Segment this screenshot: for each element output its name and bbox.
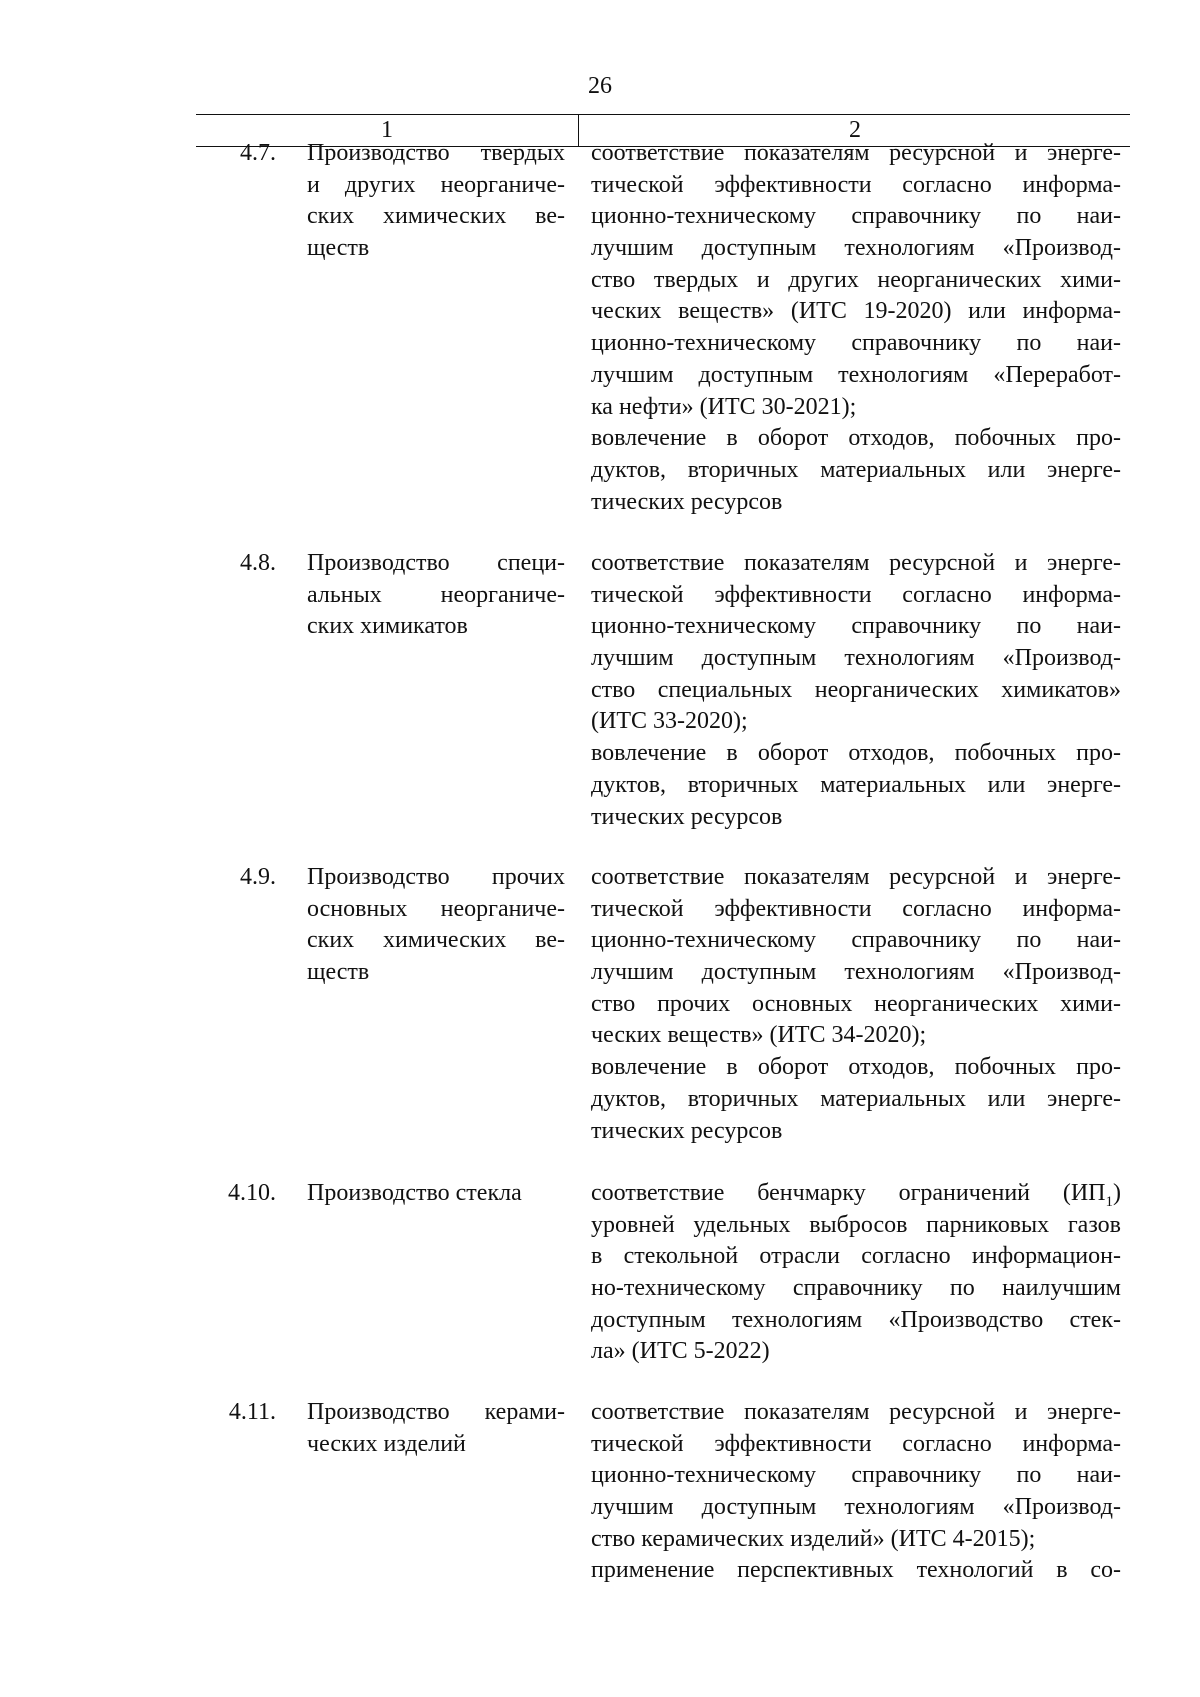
- row-number: 4.11.: [228, 1399, 276, 1425]
- activity-name: [307, 548, 565, 643]
- criteria-line: лучшим доступным технологиям «Производ-: [591, 959, 1121, 986]
- criteria-line: доступным технологиям «Производство стек-: [591, 1306, 1121, 1333]
- criteria-line: ка нефти» (ИТС 30-2021);: [591, 393, 857, 420]
- activity-name-line: ских химических ве-: [307, 203, 565, 230]
- activity-name: [307, 1397, 565, 1460]
- activity-name-line: ских химикатов: [307, 613, 468, 640]
- criteria-line: ство керамических изделий» (ИТС 4-2015);: [591, 1525, 1036, 1552]
- activity-name: [307, 138, 565, 265]
- criteria-line: применение перспективных технологий в со-: [591, 1557, 1121, 1584]
- criteria-line: ческих веществ» (ИТС 34-2020);: [591, 1022, 927, 1049]
- criteria-line: тической эффективности согласно информа-: [591, 1430, 1121, 1457]
- row-number: 4.9.: [240, 864, 276, 890]
- criteria-line: вовлечение в оборот отходов, побочных про-: [591, 425, 1121, 452]
- criteria-line: ство специальных неорганических химикатов»: [591, 676, 1121, 703]
- criteria-line: уровней удельных выбросов парниковых газов: [591, 1211, 1121, 1238]
- criteria-line-text: соответствие бенчмарку ограничений (ИП: [591, 1180, 1106, 1206]
- criteria-line: (ИТС 33-2020);: [591, 708, 748, 735]
- criteria-line: тических ресурсов: [591, 488, 783, 515]
- activity-name-line: ществ: [307, 959, 370, 986]
- criteria-line: ционно-техническому справочнику по наи-: [591, 330, 1121, 357]
- row-number: 4.7.: [240, 140, 276, 166]
- criteria-line: ционно-техническому справочнику по наи-: [591, 613, 1121, 640]
- row-number: 4.10.: [228, 1180, 276, 1206]
- subscript-index: 1: [1105, 1193, 1113, 1210]
- criteria-line: тических ресурсов: [591, 1117, 783, 1144]
- activity-name-line: Производство твердых: [307, 140, 565, 166]
- criteria-line: но-техническому справочнику по наилучшим: [591, 1275, 1121, 1302]
- criteria-line: ство твердых и других неорганических хими-: [591, 266, 1121, 293]
- criteria-line: дуктов, вторичных материальных или энерге-: [591, 1085, 1121, 1112]
- activity-name-line: ских химических ве-: [307, 927, 565, 954]
- activity-name-line: основных неорганиче-: [307, 895, 565, 922]
- column-2-header: 2: [849, 117, 861, 143]
- activity-name-line: Производство прочих: [307, 864, 565, 890]
- criteria-text: [591, 1397, 1121, 1587]
- criteria-line: тической эффективности согласно информа-: [591, 171, 1121, 198]
- criteria-line: тических ресурсов: [591, 803, 783, 830]
- criteria-line: вовлечение в оборот отходов, побочных про-: [591, 1054, 1121, 1081]
- criteria-line-tail: ): [1113, 1180, 1121, 1206]
- criteria-text: [591, 862, 1121, 1147]
- criteria-line: тической эффективности согласно информа-: [591, 895, 1121, 922]
- activity-name-line: ческих изделий: [307, 1430, 466, 1457]
- activity-name-line: и других неорганиче-: [307, 171, 565, 198]
- criteria-line: лучшим доступным технологиям «Производ-: [591, 1494, 1121, 1521]
- activity-name-line: Производство специ-: [307, 550, 565, 576]
- page-number: 26: [588, 73, 612, 99]
- criteria-line: соответствие показателям ресурсной и энерге-: [591, 550, 1121, 576]
- criteria-line: ционно-техническому справочнику по наи-: [591, 203, 1121, 230]
- criteria-text: [591, 1178, 1121, 1368]
- criteria-text: [591, 548, 1121, 833]
- criteria-line: тической эффективности согласно информа-: [591, 581, 1121, 608]
- criteria-line: лучшим доступным технологиям «Производ-: [591, 645, 1121, 672]
- activity-name: [307, 1178, 565, 1210]
- criteria-line: лучшим доступным технологиям «Переработ-: [591, 361, 1121, 388]
- criteria-line: вовлечение в оборот отходов, побочных про-: [591, 740, 1121, 767]
- criteria-line: дуктов, вторичных материальных или энерге-: [591, 456, 1121, 483]
- criteria-line: ла» (ИТС 5-2022): [591, 1338, 770, 1365]
- criteria-line: соответствие показателям ресурсной и энерге-: [591, 864, 1121, 890]
- criteria-line: в стекольной отрасли согласно информацион-: [591, 1243, 1121, 1270]
- activity-name-line: Производство стекла: [307, 1180, 522, 1206]
- criteria-line: лучшим доступным технологиям «Производ-: [591, 235, 1121, 262]
- criteria-line: [591, 1178, 1121, 1210]
- criteria-line: ство прочих основных неорганических хими-: [591, 990, 1121, 1017]
- activity-name-line: ществ: [307, 235, 370, 262]
- criteria-line: дуктов, вторичных материальных или энерге-: [591, 771, 1121, 798]
- activity-name-line: альных неорганиче-: [307, 581, 565, 608]
- criteria-line: ционно-техническому справочнику по наи-: [591, 927, 1121, 954]
- criteria-line: ционно-техническому справочнику по наи-: [591, 1462, 1121, 1489]
- criteria-line: соответствие показателям ресурсной и энерге-: [591, 1399, 1121, 1425]
- criteria-line: ческих веществ» (ИТС 19-2020) или информа-: [591, 298, 1121, 325]
- column-1-header: 1: [196, 115, 579, 146]
- criteria-line: соответствие показателям ресурсной и энерге-: [591, 140, 1121, 166]
- criteria-text: [591, 138, 1121, 518]
- activity-name-line: Производство керами-: [307, 1399, 565, 1425]
- row-number: 4.8.: [240, 550, 276, 576]
- activity-name: [307, 862, 565, 989]
